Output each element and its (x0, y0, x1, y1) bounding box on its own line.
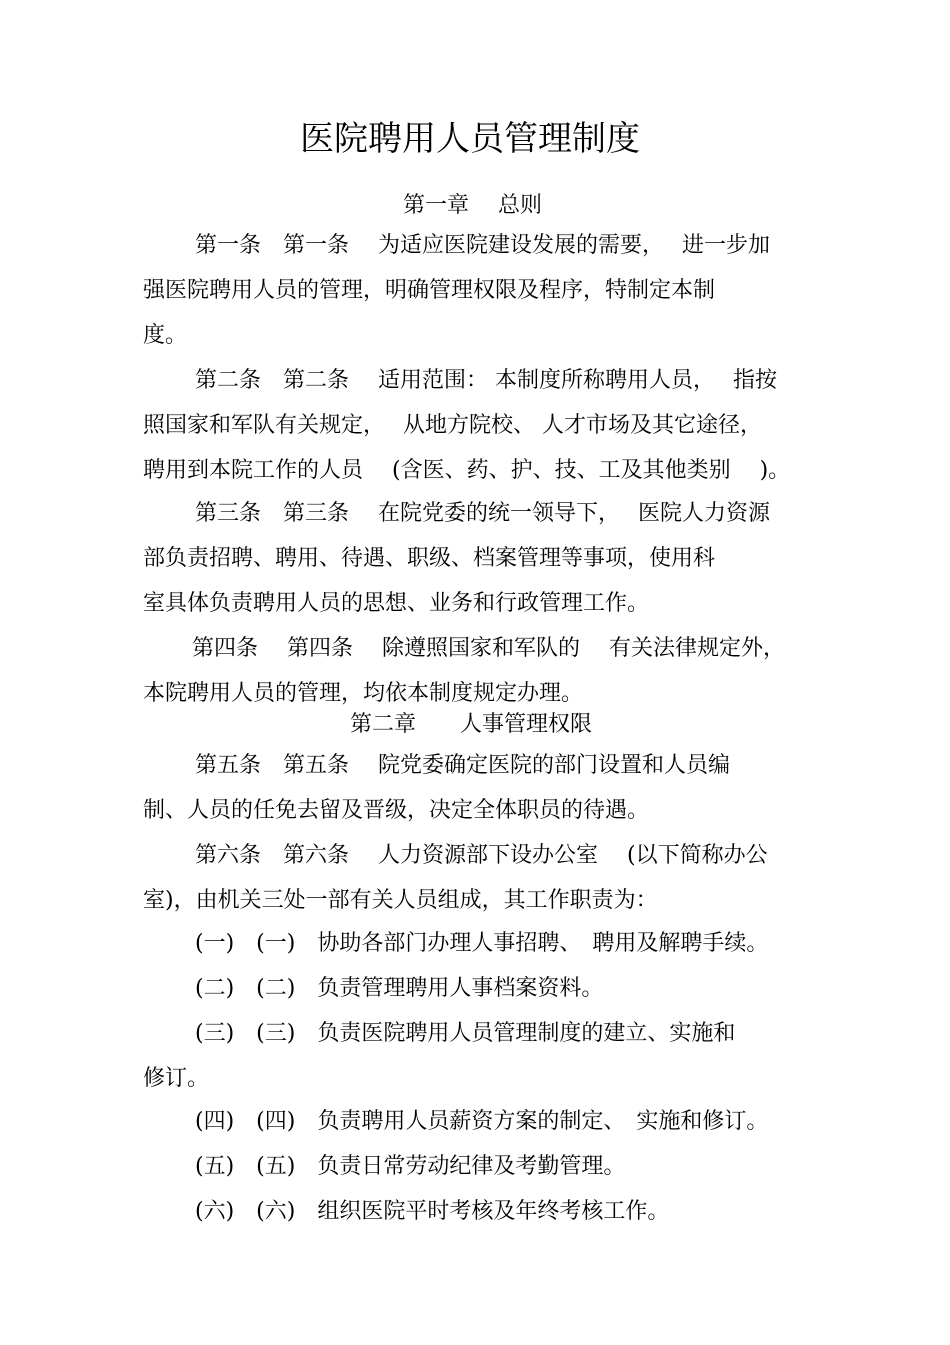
article-3-line-3: 室具体负责聘用人员的思想、业务和行政管理工作。 (143, 591, 650, 616)
article-1-line-2: 强医院聘用人员的管理，明确管理权限及程序，特制定本制 (143, 278, 716, 303)
duty-item-5: (五) (五) 负责日常劳动纪律及考勤管理。 (195, 1154, 626, 1179)
chapter-2-heading: 第二章 人事管理权限 (350, 712, 593, 737)
article-6-line-2: 室)，由机关三处一部有关人员组成，其工作职责为： (143, 888, 658, 913)
article-5-line-2: 制、人员的任免去留及晋级，决定全体职员的待遇。 (143, 798, 650, 823)
duty-item-4: (四) (四) 负责聘用人员薪资方案的制定、 实施和修订。 (195, 1109, 769, 1134)
article-2-line-2: 照国家和军队有关规定， 从地方院校、 人才市场及其它途径， (143, 413, 762, 438)
article-2-line-3: 聘用到本院工作的人员 (含医、药、护、技、工及其他类别 )。 (143, 458, 791, 483)
duty-item-2: (二) (二) 负责管理聘用人事档案资料。 (195, 976, 604, 1001)
duty-item-1: (一) (一) 协助各部门办理人事招聘、 聘用及解聘手续。 (195, 931, 769, 956)
article-1-line-1: 第一条 第一条 为适应医院建设发展的需要， 进一步加 (195, 233, 770, 258)
duty-item-6: (六) (六) 组织医院平时考核及年终考核工作。 (195, 1199, 670, 1224)
article-2-line-1: 第二条 第二条 适用范围： 本制度所称聘用人员， 指按 (195, 368, 777, 393)
article-1-line-3: 度。 (143, 323, 188, 348)
article-5-line-1: 第五条 第五条 院党委确定医院的部门设置和人员编 (195, 753, 730, 778)
duty-item-3-line-2: 修订。 (143, 1066, 210, 1091)
article-3-line-1: 第三条 第三条 在院党委的统一领导下， 医院人力资源 (195, 501, 770, 526)
duty-item-3-line-1: (三) (三) 负责医院聘用人员管理制度的建立、实施和 (195, 1021, 736, 1046)
document-title: 医院聘用人员管理制度 (300, 119, 640, 159)
article-3-line-2: 部负责招聘、聘用、待遇、职级、档案管理等事项，使用科 (143, 546, 716, 571)
article-4-line-1: 第四条 第四条 除遵照国家和军队的 有关法律规定外， (192, 636, 785, 661)
article-4-line-2: 本院聘用人员的管理，均依本制度规定办理。 (143, 681, 584, 706)
chapter-1-heading: 第一章 总则 (403, 193, 542, 218)
article-6-line-1: 第六条 第六条 人力资源部下设办公室 (以下简称办公 (195, 843, 768, 868)
